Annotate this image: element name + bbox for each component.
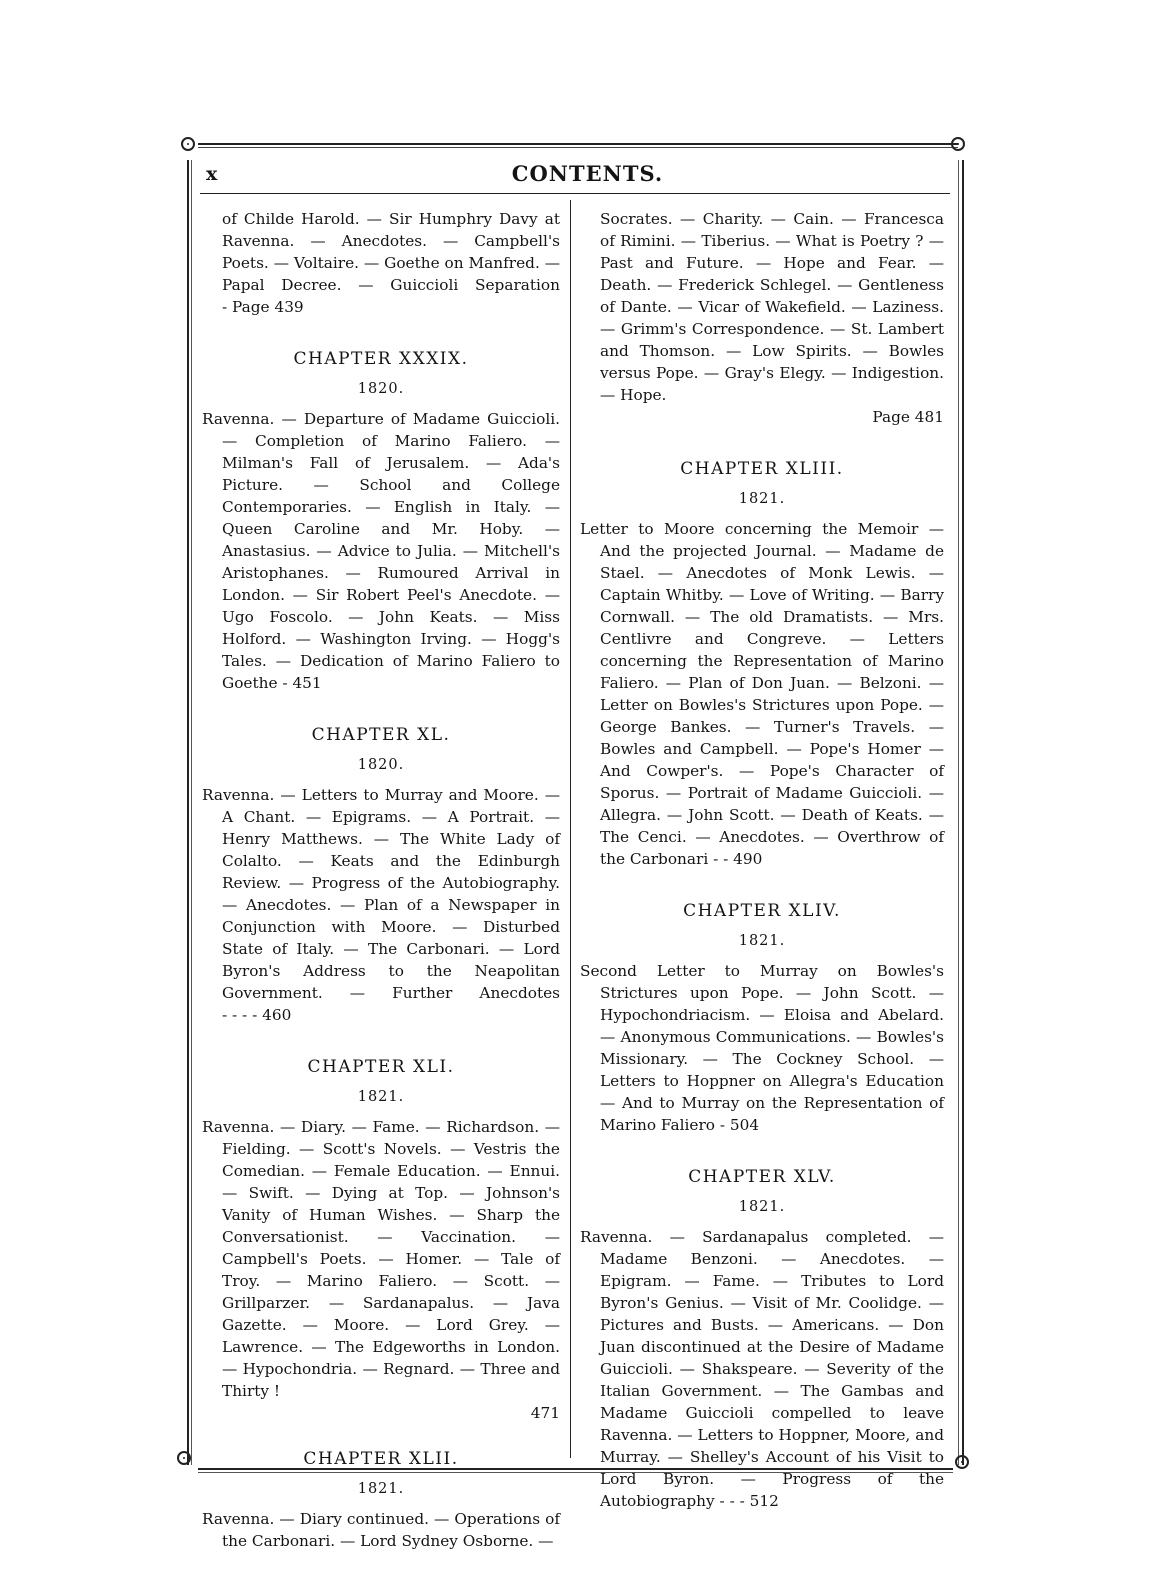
page-title (0, 161, 1163, 186)
entry-text: of Childe Harold. — Sir Humphry Davy at Ravenna. — Anecdotes. — Campbell's Poets. — Voltaire. — Goethe on Manfred. — Papal Decree. — Guiccioli Separation (222, 210, 560, 294)
corner-ornament-icon (951, 137, 965, 151)
entry-text: Letter to Moore concerning the Memoir — And the projected Journal. — Madame de Stael. — Anecdotes of Monk Lewis. — Captain Whitby. — Love of Writing. — Barry Cornwall. — The old Dramatists. — Mrs. Centlivre and Congreve. — Letters concerning the Representation of Marino Faliero. — Plan of Don Juan. — Belzoni. — Letter on Bowles's Strictures upon Pope. — George Bankes. — Turner's Travels. — Bowles and Campbell. — Pope's Homer — And Cowper's. — Pope's Character of Sporus. — Portrait of Madame Guiccioli. — Allegra. — John Scott. — Death of Keats. — The Cenci. — Anecdotes. — Overthrow of the Carbonari (580, 520, 944, 868)
chapter-year: 1820. (357, 381, 405, 397)
entry-text: Socrates. — Charity. — Cain. — Francesca of Rimini. — Tiberius. — What is Poetry ? — Past and Future. — Hope and Fear. — Death. — Frederick Schlegel. — Gentleness of Dante. — Vicar of Wakefield. — Laziness. — Grimm's Correspondence. — St. Lambert and Thomson. — Low Spirits. — Bowles versus Pope. — Gray's Elegy. — Indigestion. — Hope. (600, 210, 944, 404)
chapter-entry (580, 960, 944, 1136)
entry-page: - - - 512 (719, 1492, 779, 1510)
entry-page: - Page 439 (222, 298, 304, 316)
right-border-rule (962, 160, 964, 1465)
chapter-heading: CHAPTER XLII. (303, 1449, 459, 1469)
corner-ornament-icon (955, 1455, 969, 1469)
column-divider (570, 200, 571, 1458)
chapter-entry (202, 1508, 560, 1552)
chapter-entry (202, 784, 560, 1026)
corner-ornament-icon (177, 1451, 191, 1465)
chapter-entry (202, 408, 560, 694)
entry-text: Second Letter to Murray on Bowles's Strictures upon Pope. — John Scott. — Hypochondriacism. — Eloisa and Abelard. — Anonymous Communications. — Bowles's Missionary. — The Cockney School. — Letters to Hoppner on Allegra's Education — And to Murray on the Representation of Marino Faliero (580, 962, 944, 1134)
entry-page: - - - - 460 (222, 1006, 292, 1024)
corner-ornament-icon (181, 137, 195, 151)
chapter-year: 1821. (738, 491, 786, 507)
continuation-entry (202, 208, 560, 318)
left-border-rule (187, 160, 189, 1465)
header-rule (200, 193, 950, 194)
entry-page: - - 490 (713, 850, 763, 868)
page-number: x (206, 163, 218, 185)
top-border-rule-inner (198, 147, 958, 148)
entry-page: - 504 (719, 1116, 760, 1134)
page-title-text: CONTENTS. (511, 161, 664, 186)
entry-text: Ravenna. — Sardanapalus completed. — Madame Benzoni. — Anecdotes. — Epigram. — Fame. — Tributes to Lord Byron's Genius. — Visit of Mr. Coolidge. — Pictures and Busts. — Americans. — Don Juan discontinued at the Desire of Madame Guiccioli. — Shakspeare. — Severity of the Italian Government. — The Gambas and Madame Guiccioli compelled to leave Ravenna. — Letters to Hoppner, Moore, and Murray. — Shelley's Account of his Visit to Lord Byron. — Progress of the Autobiography (580, 1228, 944, 1510)
right-border-rule-inner (958, 160, 959, 1465)
chapter-heading: CHAPTER XLIII. (680, 459, 844, 479)
chapter-entry (580, 518, 944, 870)
chapter-heading: CHAPTER XLV. (688, 1167, 836, 1187)
entry-page: - 451 (282, 674, 322, 692)
chapter-entry (580, 1226, 944, 1512)
top-border-rule (198, 143, 958, 145)
chapter-heading: CHAPTER XXXIX. (293, 349, 469, 369)
chapter-heading: CHAPTER XLI. (307, 1057, 455, 1077)
chapter-year: 1821. (357, 1481, 405, 1497)
entry-text: Ravenna. — Diary continued. — Operations of the Carbonari. — Lord Sydney Osborne. — (202, 1510, 560, 1550)
left-border-rule-inner (191, 160, 192, 1465)
continuation-entry (580, 208, 944, 406)
entry-text: Ravenna. — Departure of Madame Guiccioli. — Completion of Marino Faliero. — Milman's Fall of Jerusalem. — Ada's Picture. — School and College Contemporaries. — English in Italy. — Queen Caroline and Mr. Hoby. — Anastasius. — Advice to Julia. — Mitchell's Aristophanes. — Rumoured Arrival in London. — Sir Robert Peel's Anecdote. — Ugo Foscolo. — John Keats. — Miss Holford. — Washington Irving. — Hogg's Tales. — Dedication of Marino Faliero to Goethe (202, 410, 560, 692)
left-column (202, 208, 560, 1552)
chapter-year: 1821. (357, 1089, 405, 1105)
chapter-entry (202, 1116, 560, 1402)
entry-text: Ravenna. — Letters to Murray and Moore. — A Chant. — Epigrams. — A Portrait. — Henry Matthews. — The White Lady of Colalto. — Keats and the Edinburgh Review. — Progress of the Autobiography. — Anecdotes. — Plan of a Newspaper in Conjunction with Moore. — Disturbed State of Italy. — The Carbonari. — Lord Byron's Address to the Neapolitan Government. — Further Anecdotes (202, 786, 560, 1002)
entry-page: 471 (530, 1404, 560, 1422)
chapter-heading: CHAPTER XL. (311, 725, 451, 745)
chapter-heading: CHAPTER XLIV. (683, 901, 841, 921)
chapter-year: 1821. (738, 1199, 786, 1215)
entry-page: Page 481 (872, 408, 944, 426)
entry-text: Ravenna. — Diary. — Fame. — Richardson. — Fielding. — Scott's Novels. — Vestris the Comedian. — Female Education. — Ennui. — Swift. — Dying at Top. — Johnson's Vanity of Human Wishes. — Sharp the Conversationist. — Vaccination. — Campbell's Poets. — Homer. — Tale of Troy. — Marino Faliero. — Scott. — Grillparzer. — Sardanapalus. — Java Gazette. — Moore. — Lord Grey. — Lawrence. — The Edgeworths in London. — Hypochondria. — Regnard. — Three and Thirty ! (202, 1118, 560, 1400)
right-column (580, 208, 944, 1512)
chapter-year: 1821. (738, 933, 786, 949)
chapter-year: 1820. (357, 757, 405, 773)
